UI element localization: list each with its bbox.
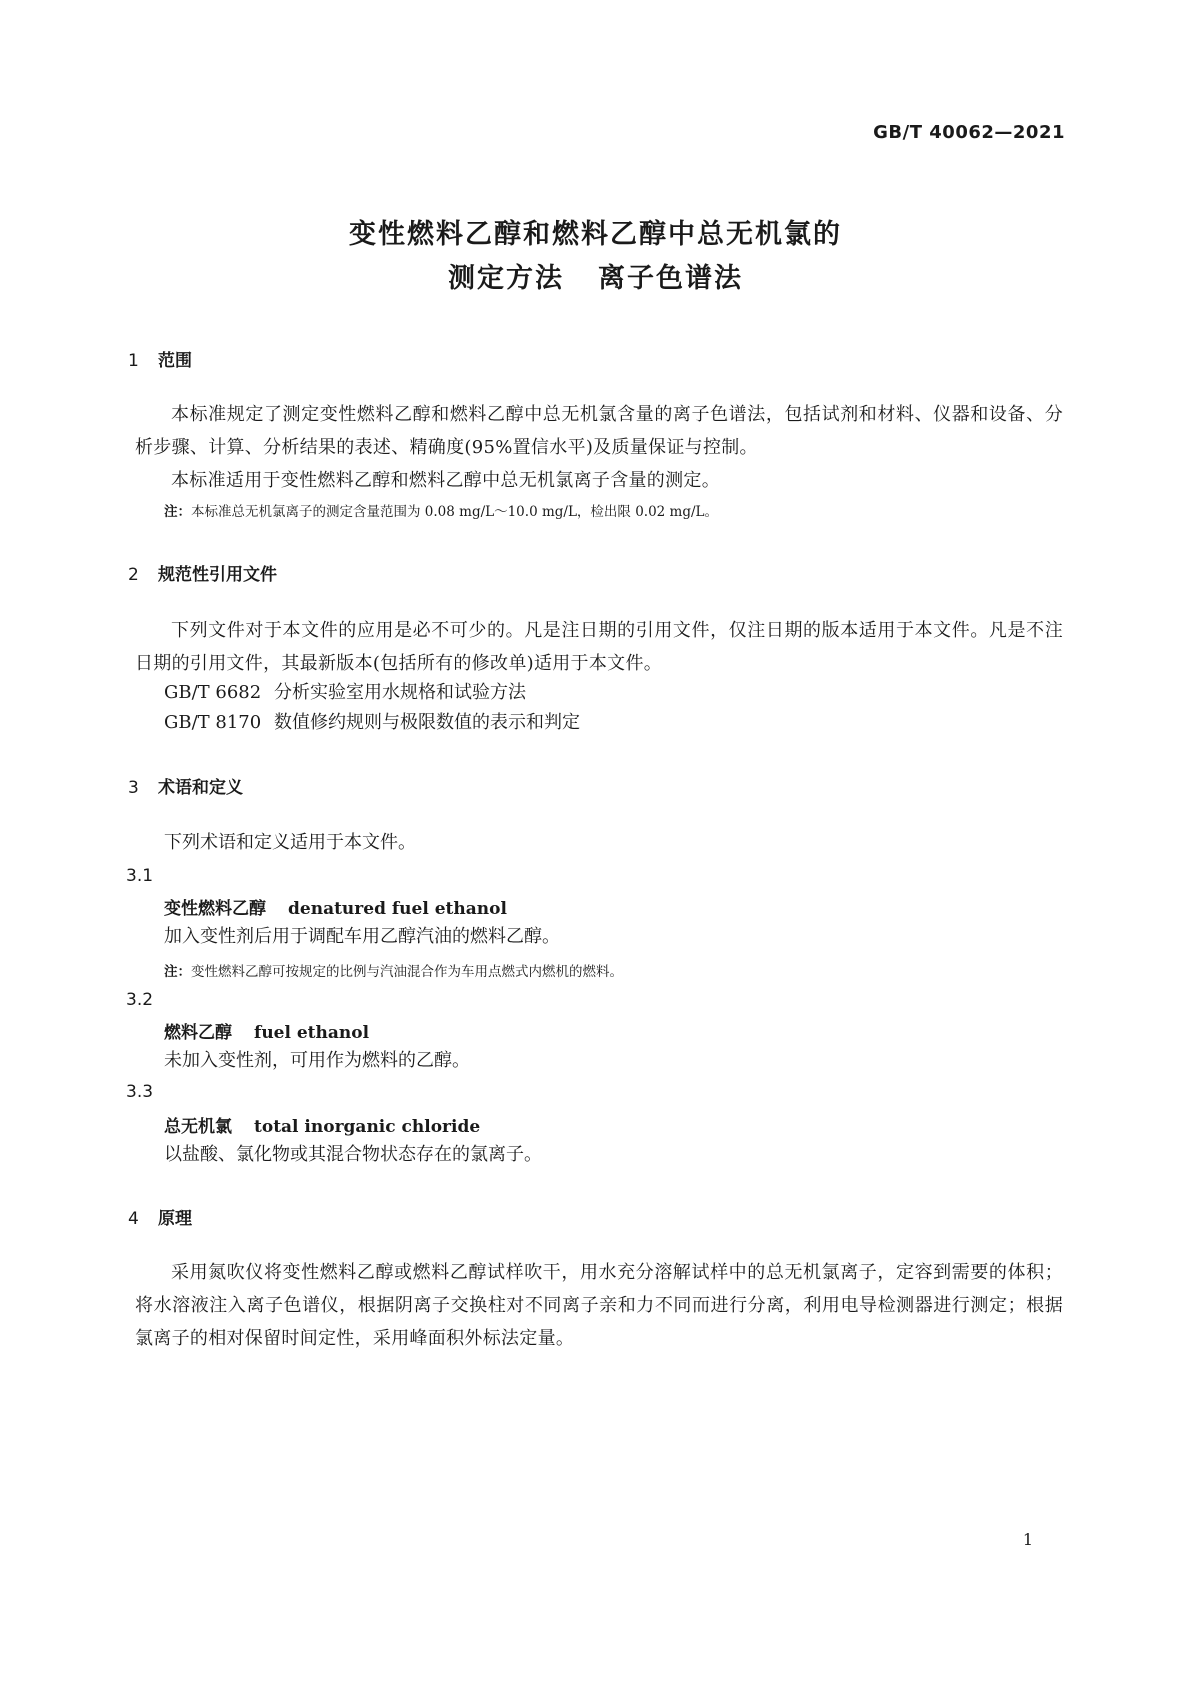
term-3-2 (164, 1018, 369, 1043)
term-en: denatured fuel ethanol (288, 899, 507, 919)
normative-reference-2 (164, 706, 580, 739)
section-4-paragraph-1: 采用氮吹仪将变性燃料乙醇或燃料乙醇试样吹干，用水充分溶解试样中的总无机氯离子，定容到需要的体积；将水溶液注入离子色谱仪，根据阴离子交换柱对不同离子亲和力不同而进行分离，利用电导检测器进行测定；根据氯离子的相对保留时间定性，采用峰面积外标法定量。 (135, 1262, 1063, 1349)
page-number: 1 (1022, 1530, 1033, 1549)
section-title: 原理 (158, 1209, 192, 1229)
section-1-note (164, 500, 718, 520)
section-number: 4 (128, 1209, 139, 1229)
note-label: 注： (164, 504, 191, 520)
section-title: 规范性引用文件 (158, 565, 277, 585)
reference-code: GB/T 6682 (164, 682, 262, 703)
term-3-2-number: 3.2 (126, 990, 154, 1010)
reference-title: 分析实验室用水规格和试验方法 (274, 682, 526, 703)
section-1-paragraph-2: 本标准适用于变性燃料乙醇和燃料乙醇中总无机氯离子含量的测定。 (171, 470, 720, 491)
term-3-3-number: 3.3 (126, 1082, 154, 1102)
term-3-2-definition: 未加入变性剂，可用作为燃料的乙醇。 (164, 1050, 470, 1071)
term-zh: 变性燃料乙醇 (164, 899, 266, 919)
reference-title: 数值修约规则与极限数值的表示和判定 (274, 712, 580, 733)
section-1-heading (128, 346, 192, 371)
note-text: 本标准总无机氯离子的测定含量范围为 0.08 mg/L～10.0 mg/L，检出限 0.02 mg/L。 (191, 504, 719, 520)
section-number: 1 (128, 351, 139, 371)
document-title-line-1: 变性燃料乙醇和燃料乙醇中总无机氯的 (349, 219, 842, 250)
section-4-heading (128, 1204, 192, 1229)
document-title-line-2 (0, 256, 1191, 295)
section-2-paragraph-1: 下列文件对于本文件的应用是必不可少的。凡是注日期的引用文件，仅注日期的版本适用于本文件。凡是不注日期的引用文件，其最新版本(包括所有的修改单)适用于本文件。 (135, 620, 1063, 674)
standard-code: GB/T 40062—2021 (873, 122, 1065, 143)
section-title: 范围 (158, 351, 192, 371)
title-subtitle: 离子色谱法 (598, 263, 743, 294)
section-number: 3 (128, 778, 139, 798)
note-label: 注： (164, 964, 191, 980)
section-2-heading (128, 560, 277, 585)
section-1-paragraph-1: 本标准规定了测定变性燃料乙醇和燃料乙醇中总无机氯含量的离子色谱法，包括试剂和材料、仪器和设备、分析步骤、计算、分析结果的表述、精确度(95%置信水平)及质量保证与控制。 (135, 404, 1063, 458)
term-3-1 (164, 894, 507, 919)
note-text: 变性燃料乙醇可按规定的比例与汽油混合作为车用点燃式内燃机的燃料。 (191, 964, 623, 980)
normative-reference-1 (164, 676, 526, 709)
section-3-heading (128, 773, 243, 798)
section-number: 2 (128, 565, 139, 585)
term-3-1-definition: 加入变性剂后用于调配车用乙醇汽油的燃料乙醇。 (164, 926, 560, 947)
section-3-intro: 下列术语和定义适用于本文件。 (164, 832, 416, 853)
section-title: 术语和定义 (158, 778, 243, 798)
term-zh: 燃料乙醇 (164, 1023, 232, 1043)
term-en: fuel ethanol (254, 1023, 370, 1043)
title-method: 测定方法 (448, 263, 564, 294)
term-3-3-definition: 以盐酸、氯化物或其混合物状态存在的氯离子。 (164, 1144, 542, 1165)
term-3-1-number: 3.1 (126, 866, 154, 886)
term-zh: 总无机氯 (164, 1117, 232, 1137)
term-en: total inorganic chloride (254, 1117, 481, 1137)
term-3-1-note (164, 960, 623, 980)
term-3-3 (164, 1112, 480, 1137)
reference-code: GB/T 8170 (164, 712, 262, 733)
